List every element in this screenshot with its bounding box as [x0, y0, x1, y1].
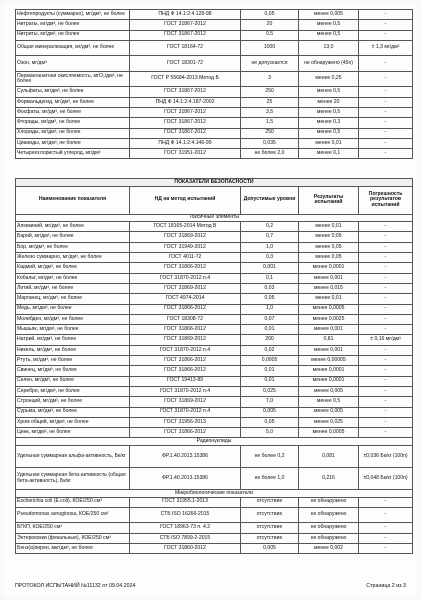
measurement-error: -	[359, 71, 413, 87]
measurement-error: -	[359, 273, 413, 283]
table-row	[16, 253, 413, 263]
test-result: менее 0,002	[299, 544, 359, 554]
indicator-name: Алюминий, мг/дм³, не более	[16, 222, 130, 232]
test-method: ГОСТ 18301-72	[130, 56, 241, 72]
indicator-name: Железо суммарно, мг/дм³, не более	[16, 253, 130, 263]
measurement-error: -	[359, 242, 413, 252]
test-result: менее 0,5	[299, 30, 359, 40]
measurement-error: -	[359, 407, 413, 417]
allowed-level: 0,02	[241, 345, 299, 355]
indicator-name: Escherichia coli (E.coli), КОЕ/250 см³	[16, 497, 130, 507]
measurement-error: ±0,048 Бк/кг (100п)	[359, 468, 413, 490]
test-method: ГОСТ 18165-2014 Метод В	[130, 222, 241, 232]
table-row	[16, 397, 413, 407]
section-title: ПОКАЗАТЕЛИ БЕЗОПАСНОСТИ	[16, 179, 413, 187]
test-method: ПНД Ф 14.1:2:4.187-2002	[130, 97, 241, 107]
allowed-level: отсутствие	[241, 507, 299, 523]
table-row	[16, 263, 413, 273]
measurement-error: -	[359, 138, 413, 148]
test-result: менее 0,5	[299, 107, 359, 117]
table-row	[16, 533, 413, 543]
allowed-level: 20	[241, 20, 299, 30]
measurement-error: -	[359, 107, 413, 117]
table-row	[16, 304, 413, 314]
test-result: менее 0,005	[299, 10, 359, 20]
table-row	[16, 107, 413, 117]
table-row	[16, 345, 413, 355]
test-method: ГОСТ 31869-2012	[130, 283, 241, 293]
allowed-level: 0,005	[241, 407, 299, 417]
indicator-name: Фосфаты, мг/дм³, не более	[16, 107, 130, 117]
allowed-level: 0,01	[241, 376, 299, 386]
table-row	[16, 325, 413, 335]
table-row	[16, 428, 413, 438]
allowed-level: 0,01	[241, 366, 299, 376]
test-result: менее 0,5	[299, 397, 359, 407]
test-method: ГОСТ 31866-2012	[130, 428, 241, 438]
protocol-number: ПРОТОКОЛ ИСПЫТАНИЙ №11132 от 09.04.2024	[15, 583, 136, 589]
test-result: менее 0,0001	[299, 263, 359, 273]
measurement-error: ±0,036 Бк/кг (100п)	[359, 446, 413, 468]
test-method: ГОСТ 18963-73 п. 4.2	[130, 523, 241, 533]
allowed-level: 25	[241, 97, 299, 107]
table-row	[16, 138, 413, 148]
measurement-error: -	[359, 417, 413, 427]
indicator-name: Селен, мг/дм³, не более	[16, 376, 130, 386]
test-result: 0,81	[299, 335, 359, 345]
test-method: ГОСТ 31870-2012 п.4	[130, 273, 241, 283]
test-method: ГОСТ 31870-2012 п.4	[130, 345, 241, 355]
allowed-level: 0,0005	[241, 356, 299, 366]
measurement-error: -	[359, 356, 413, 366]
allowed-level: не более 0,2	[241, 446, 299, 468]
subsection-row	[16, 214, 413, 222]
indicator-name: Натрий, мг/дм³, не более	[16, 335, 130, 345]
indicator-name: Четыреххлористый углерод, мг/дм³	[16, 149, 130, 159]
test-method: ГОСТ 18308-72	[130, 314, 241, 324]
measurement-error: -	[359, 118, 413, 128]
test-method: ГОСТ 31866-2012	[130, 263, 241, 273]
indicator-name: Хлориды, мг/дм³, не более	[16, 128, 130, 138]
measurement-error: -	[359, 149, 413, 159]
test-result: менее 0,00005	[299, 356, 359, 366]
table-row	[16, 87, 413, 97]
measurement-error: -	[359, 366, 413, 376]
table-row	[16, 232, 413, 242]
allowed-level: 1000	[241, 40, 299, 56]
test-method: ГОСТ 4974-2014	[130, 294, 241, 304]
indicator-name: Формальдегид, мг/дм³, не более	[16, 97, 130, 107]
test-method: ГОСТ 31867-2012	[130, 20, 241, 30]
allowed-level: 250	[241, 128, 299, 138]
test-result: менее 0,0001	[299, 366, 359, 376]
indicator-name: Бенз(а)пирен, мкг/дм³, не более	[16, 544, 130, 554]
subsection-title: Радионуклиды	[16, 438, 413, 446]
test-result: 0,216	[299, 468, 359, 490]
indicator-name: Нитриты, мг/дм³, не более	[16, 30, 130, 40]
table-row	[16, 20, 413, 30]
measurement-error: -	[359, 304, 413, 314]
measurement-error: ± 1,3 мг/дм³	[359, 40, 413, 56]
test-result: не обнаружено	[299, 497, 359, 507]
indicator-name: Хром общий, мг/дм³, не более	[16, 417, 130, 427]
table-row	[16, 242, 413, 252]
table-row	[16, 468, 413, 490]
test-method: ГОСТ 31951-2012	[130, 149, 241, 159]
test-result: менее 0,001	[299, 273, 359, 283]
measurement-error: -	[359, 314, 413, 324]
indicator-name: Ртуть, мг/дм³, не более	[16, 356, 130, 366]
allowed-level: 0,05	[241, 417, 299, 427]
measurement-error: -	[359, 497, 413, 507]
test-result: менее 0,0005	[299, 304, 359, 314]
indicator-name: Бор, мг/дм³, не более	[16, 242, 130, 252]
measurement-error: -	[359, 253, 413, 263]
allowed-level: 1,0	[241, 242, 299, 252]
measurement-error: -	[359, 263, 413, 273]
test-method: ГОСТ 31866-2012	[130, 325, 241, 335]
measurement-error: -	[359, 232, 413, 242]
allowed-level: 0,05	[241, 294, 299, 304]
indicator-name: Барий, мг/дм³, не более	[16, 232, 130, 242]
subsection-row	[16, 438, 413, 446]
allowed-level: отсутствие	[241, 497, 299, 507]
table-row	[16, 376, 413, 386]
measurement-error: -	[359, 283, 413, 293]
allowed-level: не допускается	[241, 56, 299, 72]
test-result: менее 0,015	[299, 283, 359, 293]
indicator-name: Свинец, мг/дм³, не более	[16, 366, 130, 376]
subsection-title: Микробиологические показатели	[16, 490, 413, 498]
test-result: не обнаружено	[299, 523, 359, 533]
table-row	[16, 118, 413, 128]
test-method: ГОСТ 18164-72	[130, 40, 241, 56]
table-row	[16, 30, 413, 40]
test-method: ГОСТ 31867-2012	[130, 128, 241, 138]
allowed-level: 0,01	[241, 325, 299, 335]
test-method: ГОСТ 31870-2012 п.4	[130, 407, 241, 417]
test-result: менее 0,05	[299, 253, 359, 263]
table-row	[16, 335, 413, 345]
test-result: менее 0,0001	[299, 376, 359, 386]
indicator-name: Никель, мг/дм³, не более	[16, 345, 130, 355]
table-row	[16, 273, 413, 283]
page-number: Страница 2 из 3	[366, 583, 406, 589]
test-result: менее 0,05	[299, 232, 359, 242]
measurement-error: -	[359, 87, 413, 97]
table-row	[16, 71, 413, 87]
test-result: не обнаружено (45п)	[299, 56, 359, 72]
indicator-name: Удельная суммарная бета-активность (общая бета-активность), Бк/кг	[16, 468, 130, 490]
test-method: ГОСТ 31870-2012 п.4	[130, 386, 241, 396]
measurement-error: -	[359, 20, 413, 30]
header-error: Погрешность результатов испытаний	[359, 186, 413, 214]
allowed-level: 0,05	[241, 10, 299, 20]
indicator-name: Цинк, мг/дм³, не более	[16, 428, 130, 438]
test-method: ГОСТ 31869-2012	[130, 232, 241, 242]
test-result: не обнаружено	[299, 507, 359, 523]
allowed-level: 1,5	[241, 118, 299, 128]
measurement-error: -	[359, 128, 413, 138]
measurement-error: -	[359, 294, 413, 304]
allowed-level: 200	[241, 335, 299, 345]
allowed-level: 0,035	[241, 138, 299, 148]
test-result: менее 0,001	[299, 345, 359, 355]
indicator-name: Мышьяк, мг/дм³, не более	[16, 325, 130, 335]
measurement-error: -	[359, 10, 413, 20]
indicator-name: Перманганатная окисляемость, мгО₂/дм³, не более	[16, 71, 130, 87]
table-row	[16, 417, 413, 427]
indicator-name: Озон, мг/дм³	[16, 56, 130, 72]
test-result: 13,0	[299, 40, 359, 56]
indicator-name: Литий, мг/дм³, не более	[16, 283, 130, 293]
test-method: ГОСТ 31867-2012	[130, 87, 241, 97]
page-footer	[15, 583, 406, 589]
table-row	[16, 446, 413, 468]
test-method: ГОСТ 31867-2012	[130, 30, 241, 40]
allowed-level: 5,0	[241, 428, 299, 438]
allowed-level: 1,0	[241, 304, 299, 314]
indicator-name: Pseudomonas aeruginosa, КОЕ/250 см³	[16, 507, 130, 523]
test-method: ГОСТ 31867-2012	[130, 107, 241, 117]
test-method: ГОСТ 19413-89	[130, 376, 241, 386]
test-result: менее 0,05	[299, 242, 359, 252]
table-row	[16, 97, 413, 107]
allowed-level: 250	[241, 87, 299, 97]
test-result: не обнаружено	[299, 533, 359, 543]
test-result: менее 0,025	[299, 417, 359, 427]
table-row	[16, 356, 413, 366]
test-method: ГОСТ 31869-2012	[130, 335, 241, 345]
indicator-name: Фториды, мг/дм³, не более	[16, 118, 130, 128]
table-row	[16, 314, 413, 324]
table-row	[16, 128, 413, 138]
table-row	[16, 56, 413, 72]
header-results: Результаты испытаний	[299, 186, 359, 214]
indicator-name: Нитраты, мг/дм³, не более	[16, 20, 130, 30]
allowed-level: 0,2	[241, 222, 299, 232]
test-result: менее 0,0025	[299, 314, 359, 324]
allowed-level: 0,025	[241, 386, 299, 396]
table-row	[16, 407, 413, 417]
test-result: менее 0,5	[299, 87, 359, 97]
allowed-level: 0,1	[241, 273, 299, 283]
allowed-level: 0,001	[241, 263, 299, 273]
allowed-level: не более 2,0	[241, 149, 299, 159]
measurement-error: -	[359, 30, 413, 40]
measurement-error: -	[359, 222, 413, 232]
table-row	[16, 10, 413, 20]
test-method: ФР.1.40.2013.15386	[130, 446, 241, 468]
table-row	[16, 544, 413, 554]
test-result: менее 0,01	[299, 294, 359, 304]
measurement-error: -	[359, 428, 413, 438]
allowed-level: 0,5	[241, 30, 299, 40]
measurement-error: -	[359, 507, 413, 523]
allowed-level: 3,5	[241, 107, 299, 117]
subsection-title: Токсичные элементы	[16, 214, 413, 222]
allowed-level: отсутствие	[241, 533, 299, 543]
test-method: ГОСТ 31867-2012	[130, 118, 241, 128]
measurement-error: -	[359, 533, 413, 543]
table-row	[16, 40, 413, 56]
indicator-name: Общая минерализация, мг/дм³, не более	[16, 40, 130, 56]
indicator-name: Стронций, мг/дм³, не более	[16, 397, 130, 407]
test-result: 0,081	[299, 446, 359, 468]
indicator-name: Кобальт, мг/дм³, не более	[16, 273, 130, 283]
test-result: менее 0,0005	[299, 428, 359, 438]
test-result: менее 0,01	[299, 138, 359, 148]
indicator-name: БГКП, КОЕ/250 см³	[16, 523, 130, 533]
allowed-level: 3	[241, 71, 299, 87]
test-method: ПНД Ф 14.1:2:4.146-99	[130, 138, 241, 148]
test-result: менее 0,01	[299, 222, 359, 232]
table-row	[16, 497, 413, 507]
allowed-level: не более 1,0	[241, 468, 299, 490]
indicator-name: Энтерококки (фекальные), КОЕ/250 см³	[16, 533, 130, 543]
table-row	[16, 222, 413, 232]
test-method: ГОСТ 31956-2013	[130, 417, 241, 427]
table-row	[16, 149, 413, 159]
test-method: ГОСТ 31866-2012	[130, 304, 241, 314]
allowed-level: 0,7	[241, 232, 299, 242]
indicator-name: Цианиды, мг/дм³, не более	[16, 138, 130, 148]
measurement-error: -	[359, 523, 413, 533]
header-limits: Допустимые уровни	[241, 186, 299, 214]
measurement-error: -	[359, 56, 413, 72]
table-row	[16, 366, 413, 376]
indicator-name: Нефтепродукты (суммарно), мг/дм³, не более	[16, 10, 130, 20]
test-method: ГОСТ Р 55684-2013 Метод Б	[130, 71, 241, 87]
indicator-name: Кадмий, мг/дм³, не более	[16, 263, 130, 273]
test-method: СТБ ISO 16266-2015	[130, 507, 241, 523]
test-method: ПНД Ф 14.1:2:4.128-98	[130, 10, 241, 20]
indicator-name: Сульфаты, мг/дм³, не более	[16, 87, 130, 97]
table-row	[16, 294, 413, 304]
measurement-error: ± 0,16 мг/дм³	[359, 335, 413, 345]
allowed-level: 0,07	[241, 314, 299, 324]
test-result: менее 0,005	[299, 407, 359, 417]
header-name: Наименование показателя	[16, 186, 130, 214]
measurement-error: -	[359, 325, 413, 335]
indicator-name: Медь, мг/дм³, не более	[16, 304, 130, 314]
test-method: ГОСТ 31869-2012	[130, 397, 241, 407]
measurement-error: -	[359, 397, 413, 407]
table-row	[16, 386, 413, 396]
test-method: ГОСТ 31955.1-2013	[130, 497, 241, 507]
measurement-error: -	[359, 97, 413, 107]
test-result: менее 0,25	[299, 71, 359, 87]
measurement-error: -	[359, 345, 413, 355]
test-method: СТБ ISO 7899-2-2015	[130, 533, 241, 543]
test-result: менее 0,005	[299, 386, 359, 396]
allowed-level: 7,0	[241, 397, 299, 407]
test-method: ГОСТ 31866-2012	[130, 366, 241, 376]
indicator-name: Марганец, мг/дм³, не более	[16, 294, 130, 304]
allowed-level: 0,3	[241, 253, 299, 263]
allowed-level: 0,005	[241, 544, 299, 554]
indicator-name: Удельная суммарная альфа-активность, Бк/кг	[16, 446, 130, 468]
measurement-error: -	[359, 544, 413, 554]
table-row	[16, 283, 413, 293]
test-method: ГОСТ 31866-2012	[130, 356, 241, 366]
allowed-level: 0,03	[241, 283, 299, 293]
test-method: ГОСТ 31949-2012	[130, 242, 241, 252]
test-result: менее 0,3	[299, 118, 359, 128]
test-result: менее 0,5	[299, 20, 359, 30]
table-row	[16, 523, 413, 533]
indicator-name: Сурьма, мг/дм³, не более	[16, 407, 130, 417]
indicators-table-top	[15, 9, 413, 159]
test-result: менее 0,001	[299, 325, 359, 335]
safety-indicators-table	[15, 178, 413, 554]
indicator-name: Молибден, мг/дм³, не более	[16, 314, 130, 324]
subsection-row	[16, 490, 413, 498]
table-row	[16, 507, 413, 523]
test-result: менее 0,5	[299, 128, 359, 138]
measurement-error: -	[359, 386, 413, 396]
test-result: менее 0,1	[299, 149, 359, 159]
allowed-level: отсутствие	[241, 523, 299, 533]
test-method: ФР.1.40.2013.15386	[130, 468, 241, 490]
measurement-error: -	[359, 376, 413, 386]
test-method: ГОСТ 31860-2012	[130, 544, 241, 554]
test-result: менее 20	[299, 97, 359, 107]
indicator-name: Серебро, мг/дм³, не более	[16, 386, 130, 396]
test-method: ГОСТ 4011-72	[130, 253, 241, 263]
header-method: НД на метод испытаний	[130, 186, 241, 214]
